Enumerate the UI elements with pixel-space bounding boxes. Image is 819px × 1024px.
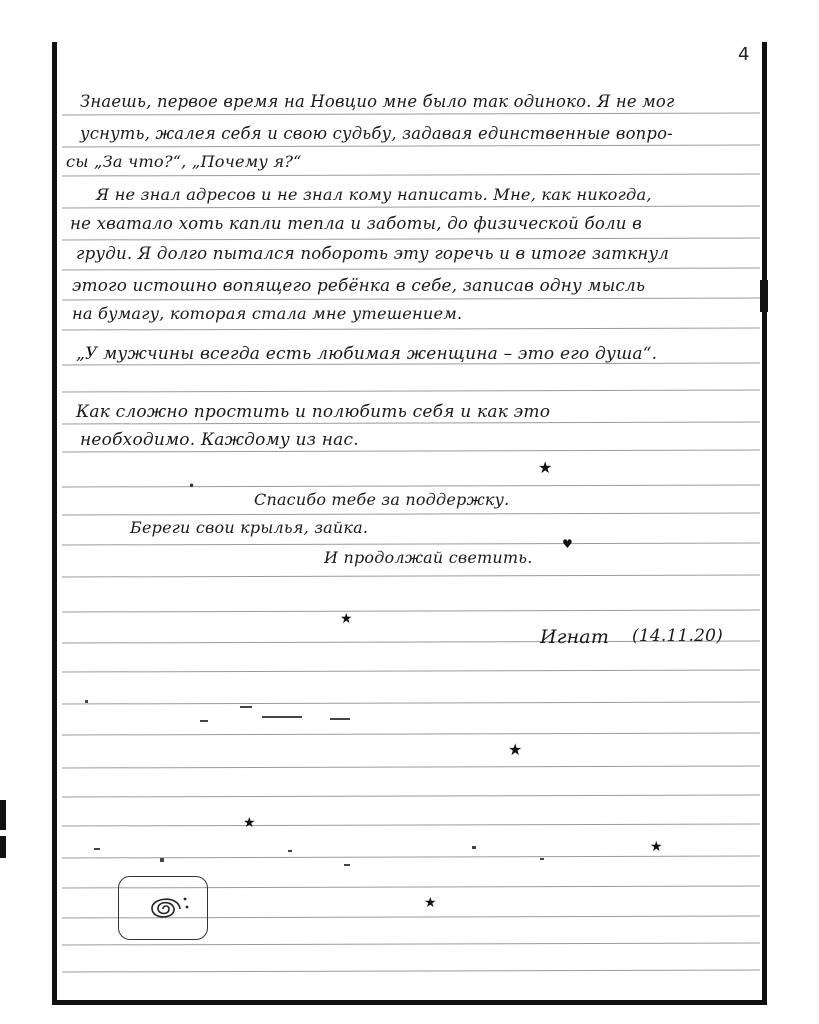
closing-line: Спасибо тебе за поддержку. — [254, 490, 510, 509]
star-icon: ★ — [508, 740, 523, 759]
spiral-doodle-box — [118, 876, 208, 940]
paragraph-line: Как сложно простить и полюбить себя и как это — [76, 402, 551, 422]
margin-mark — [760, 280, 768, 312]
quote-line: „У мужчины всегда есть любимая женщина – это его душа“. — [76, 344, 658, 364]
spiral-icon — [133, 885, 193, 931]
star-icon: ★ — [424, 895, 437, 911]
paragraph-line: груди. Я долго пытался побороть эту горечь и в итоге заткнул — [76, 244, 670, 263]
star-icon: ★ — [650, 839, 663, 855]
star-icon: ★ — [340, 611, 353, 627]
signature-date: (14.11.20) — [632, 626, 723, 646]
star-icon: ★ — [243, 815, 256, 831]
margin-mark — [0, 836, 6, 858]
star-icon: ★ — [538, 458, 553, 477]
bottom-edge — [52, 1000, 767, 1005]
closing-line: Береги свои крылья, зайка. — [130, 518, 369, 537]
margin-mark — [0, 800, 6, 830]
star-icon: • — [188, 479, 196, 493]
paragraph-line: уснуть, жалея себя и свою судьбу, задавая единственные вопро- — [80, 124, 673, 143]
heart-icon: ♥ — [562, 537, 573, 551]
paragraph-line: не хватало хоть капли тепла и заботы, до физической боли в — [70, 214, 642, 233]
right-edge — [762, 42, 767, 1004]
paragraph-line: Я не знал адресов и не знал кому написать. Мне, как никогда, — [96, 185, 652, 204]
left-binding-edge — [52, 42, 57, 1004]
signature-name: Игнат — [540, 626, 610, 648]
page-number: 4 — [738, 44, 750, 65]
paragraph-line: сы „За что?“, „Почему я?“ — [66, 152, 302, 171]
paragraph-line: этого истошно вопящего ребёнка в себе, записав одну мысль — [72, 275, 646, 295]
paragraph-line: на бумагу, которая стала мне утешением. — [72, 304, 463, 323]
paragraph-line: необходимо. Каждому из нас. — [80, 430, 359, 450]
closing-line: И продолжай светить. — [324, 548, 533, 567]
paragraph-line: Знаешь, первое время на Новцио мне было так одиноко. Я не мог — [80, 92, 675, 111]
